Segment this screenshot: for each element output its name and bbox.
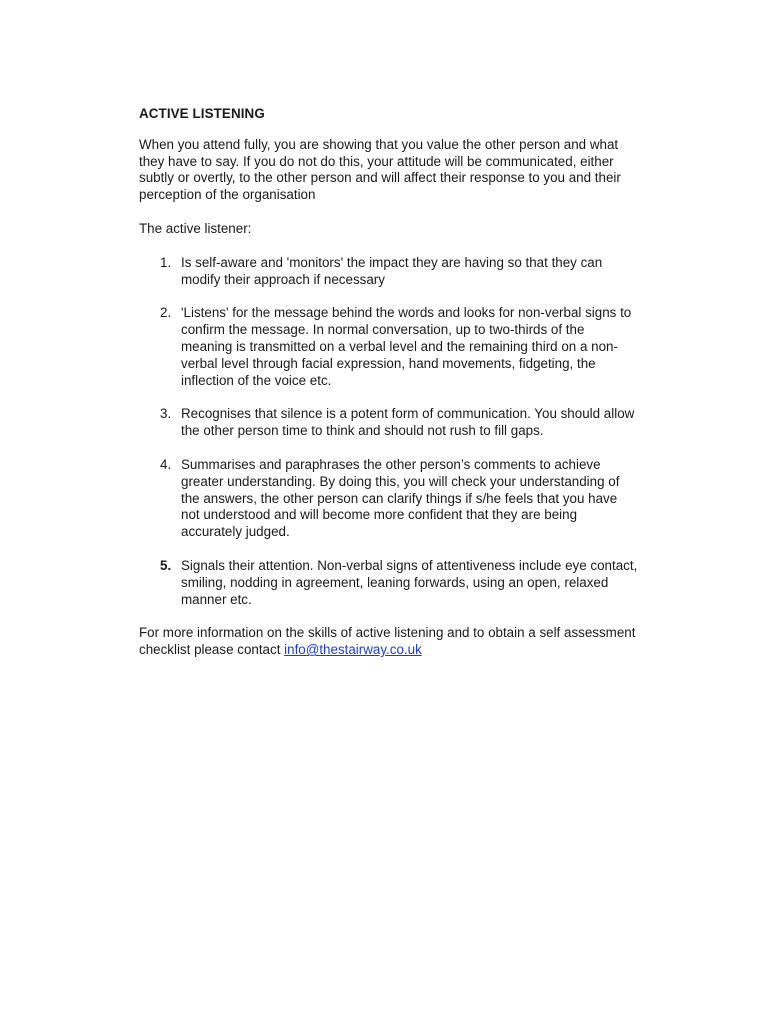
list-item-number: 2. xyxy=(160,305,172,321)
list-item-number: 4. xyxy=(160,456,172,472)
document-title: ACTIVE LISTENING xyxy=(139,106,265,121)
list-item xyxy=(139,255,639,289)
listener-traits-list xyxy=(139,255,639,609)
contact-email-link[interactable]: info@thestairway.co.uk xyxy=(284,642,422,658)
list-item-text: 'Listens' for the message behind the words and looks for non-verbal signs to confirm the message. In normal conversation, up to two-thirds of the meaning is transmitted on a verbal level and the remaining third on a non-verbal level through facial expression, hand movements, fidgeting, the inflection of the voice etc. xyxy=(181,305,632,388)
list-lead-in: The active listener: xyxy=(139,220,252,236)
list-item-number: 1. xyxy=(160,254,172,270)
list-item-text: Is self-aware and 'monitors' the impact they are having so that they can modify their approach if necessary xyxy=(181,254,603,287)
list-item xyxy=(139,558,639,608)
closing-text: For more information on the skills of active listening and to obtain a self assessment checklist please contact xyxy=(139,625,636,658)
intro-paragraph: When you attend fully, you are showing that you value the other person and what they have to say. If you do not do this, your attitude will be communicated, either subtly or overtly, to the other person and will affect their response to you and their perception of the organisation xyxy=(139,136,621,203)
list-item xyxy=(139,457,639,541)
list-item-number: 3. xyxy=(160,406,172,422)
list-item-number: 5. xyxy=(160,557,172,573)
document-page xyxy=(139,106,639,676)
list-item-text: Signals their attention. Non-verbal signs of attentiveness include eye contact, smiling, nodding in agreement, leaning forwards, using an open, relaxed manner etc. xyxy=(181,557,638,607)
list-item xyxy=(139,305,639,389)
closing-paragraph xyxy=(139,625,639,659)
list-item-text: Summarises and paraphrases the other person’s comments to achieve greater understanding. By doing this, you will check your understanding of the answers, the other person can clarify things if s/he feels that you have not understood and will become more confident that they are being accurately judged. xyxy=(181,456,620,540)
list-item xyxy=(139,406,639,440)
list-item-text: Recognises that silence is a potent form of communication. You should allow the other person time to think and should not rush to fill gaps. xyxy=(181,406,635,439)
